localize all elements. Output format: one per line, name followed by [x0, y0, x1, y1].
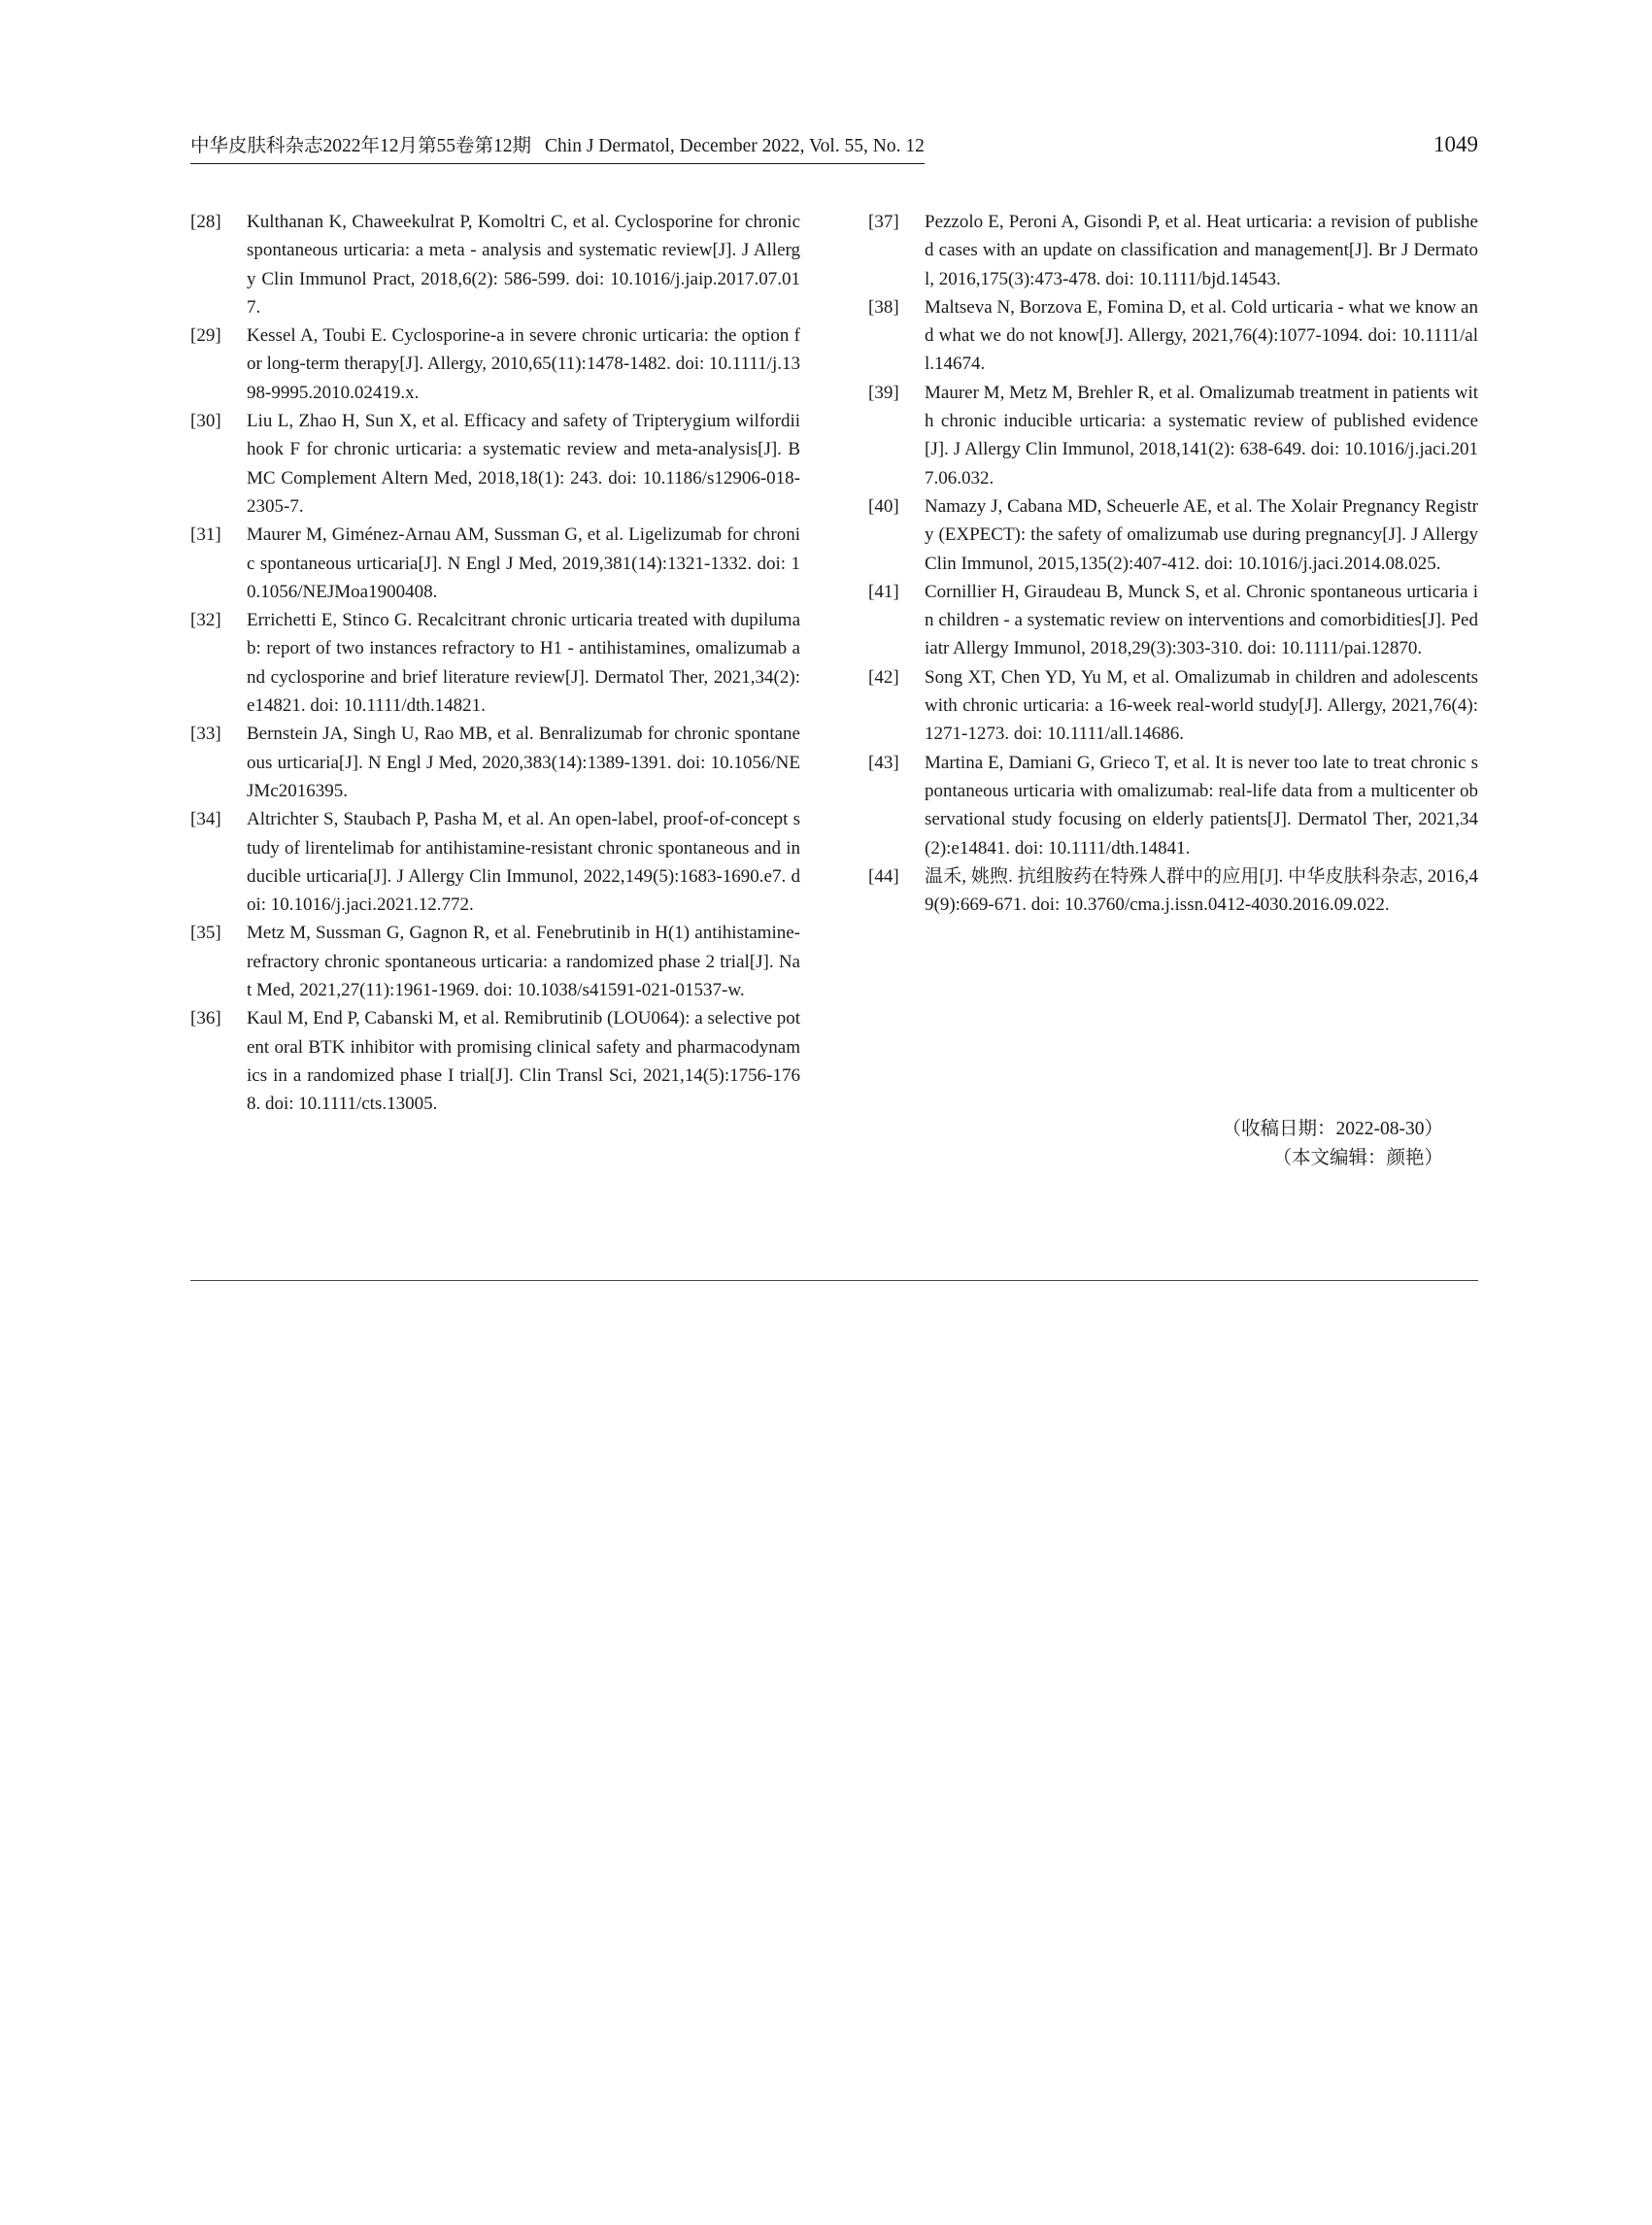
reference-item [190, 1004, 800, 1118]
reference-number: [29] [190, 325, 221, 347]
reference-text: Altrichter S, Staubach P, Pasha M, et al. An open-label, proof-of-concept study of lirentelimab for antihistamine-resistant chronic spontaneous and inducible urticaria[J]. J Allergy Clin Immunol, 2022,149(5):1683-1690.e7. doi: 10.1016/j.jaci.2021.12.772. [247, 809, 800, 916]
journal-citation-line [190, 130, 925, 164]
reference-text: Kessel A, Toubi E. Cyclosporine-a in severe chronic urticaria: the option for long-term therapy[J]. Allergy, 2010,65(11):1478-1482. doi: 10.1111/j.1398-9995.2010.02419.x. [247, 325, 800, 403]
reference-text: Song XT, Chen YD, Yu M, et al. Omalizumab in children and adolescents with chronic urticaria: a 16-week real-world study[J]. Allergy, 2021,76(4):1271-1273. doi: 10.1111/all.14686. [925, 666, 1478, 745]
references-right-column [868, 208, 1478, 919]
reference-number: [42] [868, 666, 899, 688]
reference-item [868, 749, 1478, 862]
reference-text: Metz M, Sussman G, Gagnon R, et al. Fenebrutinib in H(1) antihistamine-refractory chronic spontaneous urticaria: a randomized phase 2 trial[J]. Nat Med, 2021,27(11):1961-1969. doi: 10.1038/s41591-021-01537-w. [247, 923, 800, 1001]
reference-text: Pezzolo E, Peroni A, Gisondi P, et al. Heat urticaria: a revision of published cases with an update on classification and management[J]. Br J Dermatol, 2016,175(3):473-478. doi: 10.1111/bjd.14543. [925, 212, 1478, 289]
reference-number: [32] [190, 610, 221, 631]
reference-number: [37] [868, 212, 899, 232]
reference-number: [33] [190, 724, 221, 745]
reference-number: [39] [868, 382, 899, 403]
reference-text: Martina E, Damiani G, Grieco T, et al. It is never too late to treat chronic spontaneous urticaria with omalizumab: real-life data from a multicenter observational study focusing on elderly patients[J]. Dermatol Ther, 2021,34(2):e14841. doi: 10.1111/dth.14841. [925, 752, 1478, 859]
reference-number: [35] [190, 923, 221, 944]
reference-item [190, 606, 800, 720]
journal-title-en: Chin J Dermatol, December 2022, Vol. 55, No. 12 [545, 136, 925, 156]
reference-item [190, 521, 800, 606]
received-date: （收稿日期：2022-08-30） [1222, 1119, 1443, 1139]
page-bottom-rule [190, 1280, 1478, 1281]
reference-number: [40] [868, 495, 899, 517]
reference-number: [36] [190, 1008, 221, 1029]
editor-credit: （本文编辑：颜艳） [1272, 1148, 1443, 1168]
reference-text: Kaul M, End P, Cabanski M, et al. Remibrutinib (LOU064): a selective potent oral BTK inhibitor with promising clinical safety and pharmacodynamics in a randomized phase I trial[J]. Clin Transl Sci, 2021,14(5):1756-1768. doi: 10.1111/cts.13005. [247, 1008, 800, 1115]
reference-item [868, 492, 1478, 578]
reference-number: [41] [868, 581, 899, 602]
reference-number: [34] [190, 809, 221, 830]
reference-number: [44] [868, 865, 899, 887]
reference-number: [38] [868, 296, 899, 318]
reference-text: Kulthanan K, Chaweekulrat P, Komoltri C, et al. Cyclosporine for chronic spontaneous urticaria: a meta - analysis and systematic review[J]. J Allergy Clin Immunol Pract, 2018,6(2): 586-599. doi: 10.1016/j.jaip.2017.07.017. [247, 212, 800, 318]
reference-item [868, 379, 1478, 492]
reference-text: Errichetti E, Stinco G. Recalcitrant chronic urticaria treated with dupilumab: report of two instances refractory to H1 - antihistamines, omalizumab and cyclosporine and brief literature review[J]. Dermatol Ther, 2021,34(2):e14821. doi: 10.1111/dth.14821. [247, 610, 800, 717]
reference-number: [30] [190, 411, 221, 432]
reference-text: Maurer M, Giménez-Arnau AM, Sussman G, et al. Ligelizumab for chronic spontaneous urticaria[J]. N Engl J Med, 2019,381(14):1321-1332. doi: 10.1056/NEJMoa1900408. [247, 524, 800, 602]
reference-item [190, 720, 800, 805]
reference-text: 温禾, 姚煦. 抗组胺药在特殊人群中的应用[J]. 中华皮肤科杂志, 2016,49(9):669-671. doi: 10.3760/cma.j.issn.0412-4030.2016.09.022. [925, 865, 1478, 916]
page-number: 1049 [1433, 132, 1478, 156]
reference-text: Bernstein JA, Singh U, Rao MB, et al. Benralizumab for chronic spontaneous urticaria[J]. N Engl J Med, 2020,383(14):1389-1391. doi: 10.1056/NEJMc2016395. [247, 724, 800, 801]
reference-item [190, 321, 800, 407]
reference-item [868, 208, 1478, 293]
reference-item [190, 805, 800, 919]
reference-text: Maurer M, Metz M, Brehler R, et al. Omalizumab treatment in patients with chronic inducible urticaria: a systematic review of published evidence[J]. J Allergy Clin Immunol, 2018,141(2): 638-649. doi: 10.1016/j.jaci.2017.06.032. [925, 382, 1478, 489]
reference-text: Cornillier H, Giraudeau B, Munck S, et al. Chronic spontaneous urticaria in children - a systematic review on interventions and comorbidities[J]. Pediatr Allergy Immunol, 2018,29(3):303-310. doi: 10.1111/pai.12870. [925, 581, 1478, 659]
reference-text: Namazy J, Cabana MD, Scheuerle AE, et al. The Xolair Pregnancy Registry (EXPECT): the safety of omalizumab use during pregnancy[J]. J Allergy Clin Immunol, 2015,135(2):407-412. doi: 10.1016/j.jaci.2014.08.025. [925, 495, 1478, 574]
reference-item [868, 862, 1478, 920]
reference-item [190, 407, 800, 521]
journal-title-cn: 中华皮肤科杂志2022年12月第55卷第12期 [190, 136, 532, 156]
manuscript-dates [868, 1115, 1443, 1173]
references-left-column [190, 208, 800, 1119]
reference-number: [43] [868, 752, 899, 773]
reference-text: Maltseva N, Borzova E, Fomina D, et al. Cold urticaria - what we know and what we do not know[J]. Allergy, 2021,76(4):1077-1094. doi: 10.1111/all.14674. [925, 296, 1478, 375]
running-header [190, 130, 1478, 163]
reference-item [190, 208, 800, 321]
reference-number: [31] [190, 524, 221, 546]
reference-item [190, 919, 800, 1004]
reference-item [868, 663, 1478, 749]
reference-number: [28] [190, 212, 221, 232]
reference-text: Liu L, Zhao H, Sun X, et al. Efficacy and safety of Tripterygium wilfordii hook F for chronic urticaria: a systematic review and meta-analysis[J]. BMC Complement Altern Med, 2018,18(1): 243. doi: 10.1186/s12906-018-2305-7. [247, 411, 800, 517]
reference-item [868, 293, 1478, 379]
reference-item [868, 578, 1478, 663]
